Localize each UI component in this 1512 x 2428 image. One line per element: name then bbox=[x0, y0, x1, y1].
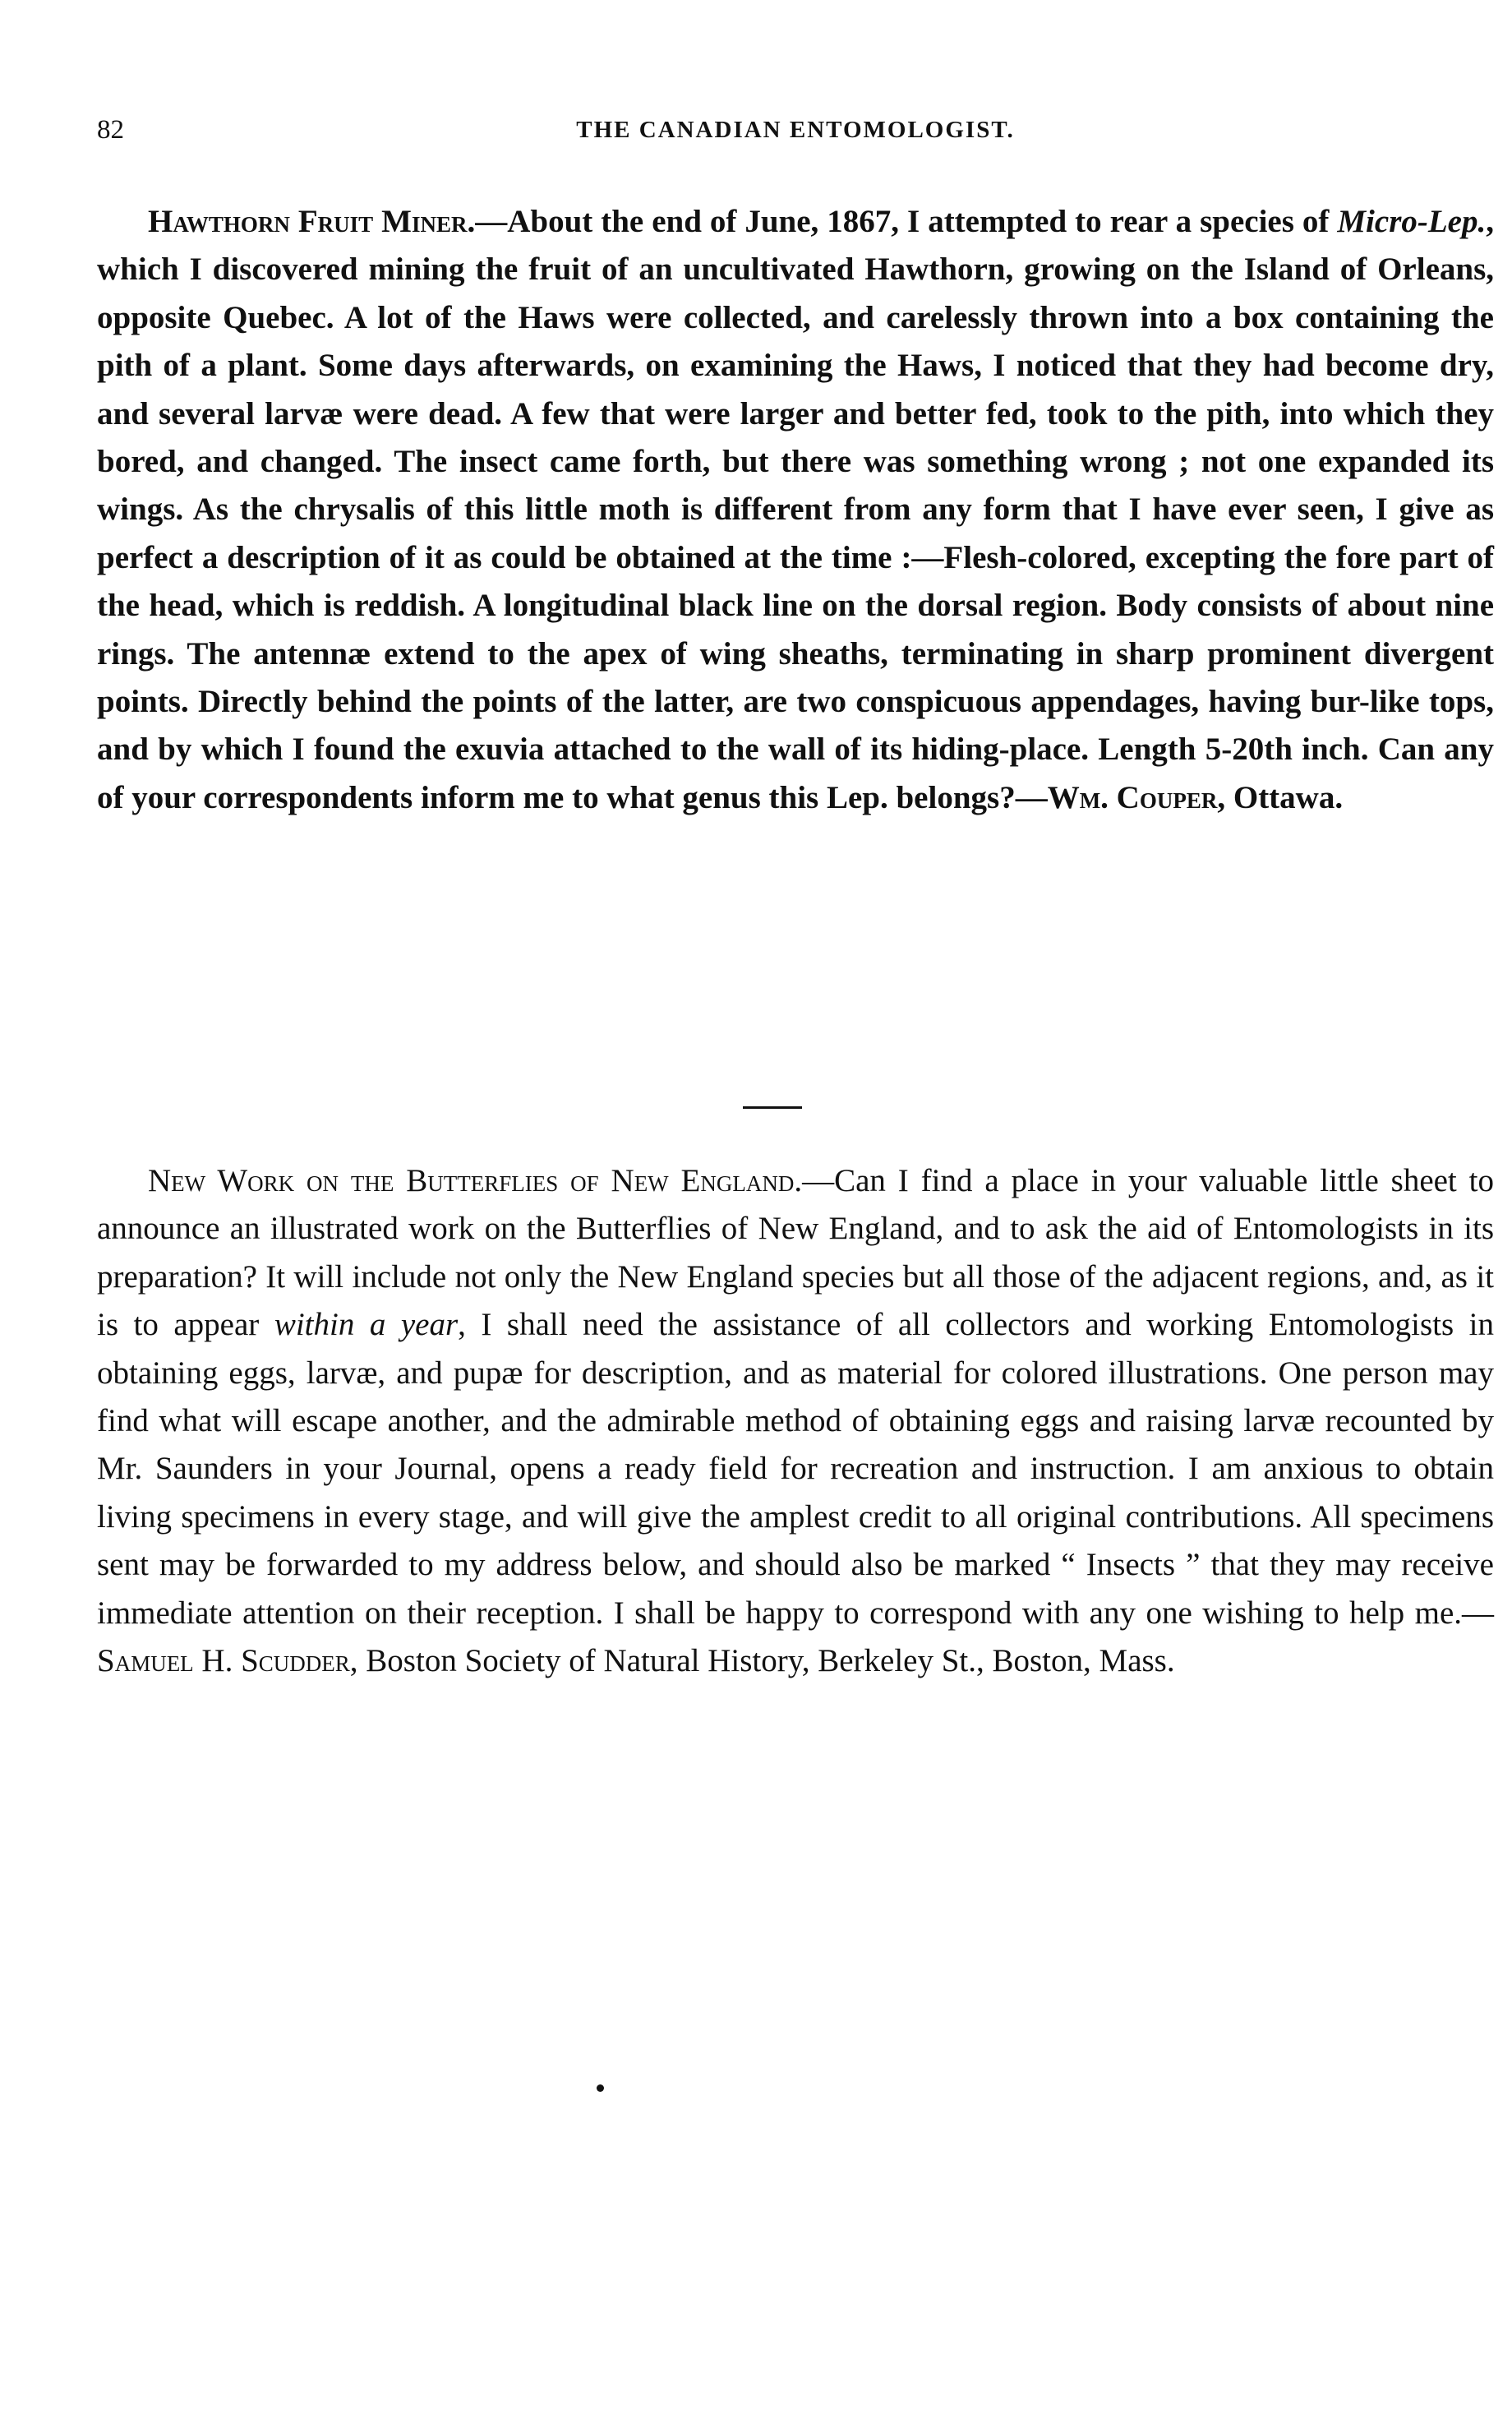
running-title: THE CANADIAN ENTOMOLOGIST. bbox=[576, 117, 1015, 143]
article-title: Hawthorn Fruit Miner. bbox=[148, 204, 476, 239]
page-header bbox=[97, 105, 1494, 155]
section-divider bbox=[743, 1106, 802, 1109]
article-text: —About the end of June, 1867, I attempted to rear a species of bbox=[475, 204, 1338, 239]
author-place: , Boston Society of Natural History, Berkeley St., Boston, Mass. bbox=[349, 1643, 1175, 1679]
article-paragraph bbox=[97, 1157, 1494, 1685]
article-text: —Can I find a place in your valuable little sheet to announce an illustrated work on the Butterflies of New England, and to ask the aid of Entomologists in its preparation? It will include not only the New England species but all those of the adjacent regions, and, as it is to appear bbox=[97, 1163, 1494, 1343]
print-speck bbox=[597, 2084, 604, 2092]
article-hawthorn-fruit-miner bbox=[97, 198, 1494, 822]
article-text: , which I discovered mining the fruit of an uncultivated Hawthorn, growing on the Island of Orleans, opposite Quebec. A lot of the Haws were collected, and carelessly thrown into a box containing the pith of a plant. Some days afterwards, on examining the Haws, I noticed that they had become dry, and several larvæ were dead. A few that were larger and better fed, took to the pith, into which they bored, and changed. The insect came forth, but there was something wrong ; not one expanded its wings. As the chrysalis of this little moth is different from any form that I have ever seen, I give as perfect a description of it as could be obtained at the time :—Flesh-colored, excepting the fore part of the head, which is reddish. A longitudinal black line on the dorsal region. Body consists of about nine rings. The antennæ extend to the apex of wing sheaths, terminating in sharp prominent divergent points. Directly behind the points of the latter, are two conspicuous appendages, having bur-like tops, and by which I found the exuvia attached to the wall of its hiding-place. Length 5-20th inch. Can any of your correspondents inform me to what genus this Lep. belongs?— bbox=[97, 204, 1494, 815]
author-signature: Samuel H. Scudder bbox=[97, 1643, 350, 1679]
article-paragraph bbox=[97, 198, 1494, 822]
article-italic-text: within a year bbox=[274, 1307, 459, 1343]
article-text: , I shall need the assistance of all collectors and working Entomologists in obtaining eggs, larvæ, and pupæ for description, and as material for colored illustrations. One person may find what will escape another, and the admirable method of obtaining eggs and raising larvæ recounted by Mr. Saunders in your Journal, opens a ready field for recreation and instruction. I am anxious to obtain living specimens in every stage, and will give the amplest credit to all original contributions. All specimens sent may be forwarded to my address below, and should also be marked “ Insects ” that they may receive immediate attention on their reception. I shall be happy to correspond with any one wishing to help me.— bbox=[97, 1307, 1494, 1631]
article-title: New Work on the Butterflies of New England. bbox=[148, 1163, 803, 1198]
page-number: 82 bbox=[97, 115, 124, 145]
author-place: , Ottawa. bbox=[1217, 779, 1344, 815]
author-signature: Wm. Couper bbox=[1047, 779, 1218, 815]
article-new-work-butterflies bbox=[97, 1157, 1494, 1685]
article-italic-text: Micro-Lep. bbox=[1337, 204, 1487, 239]
